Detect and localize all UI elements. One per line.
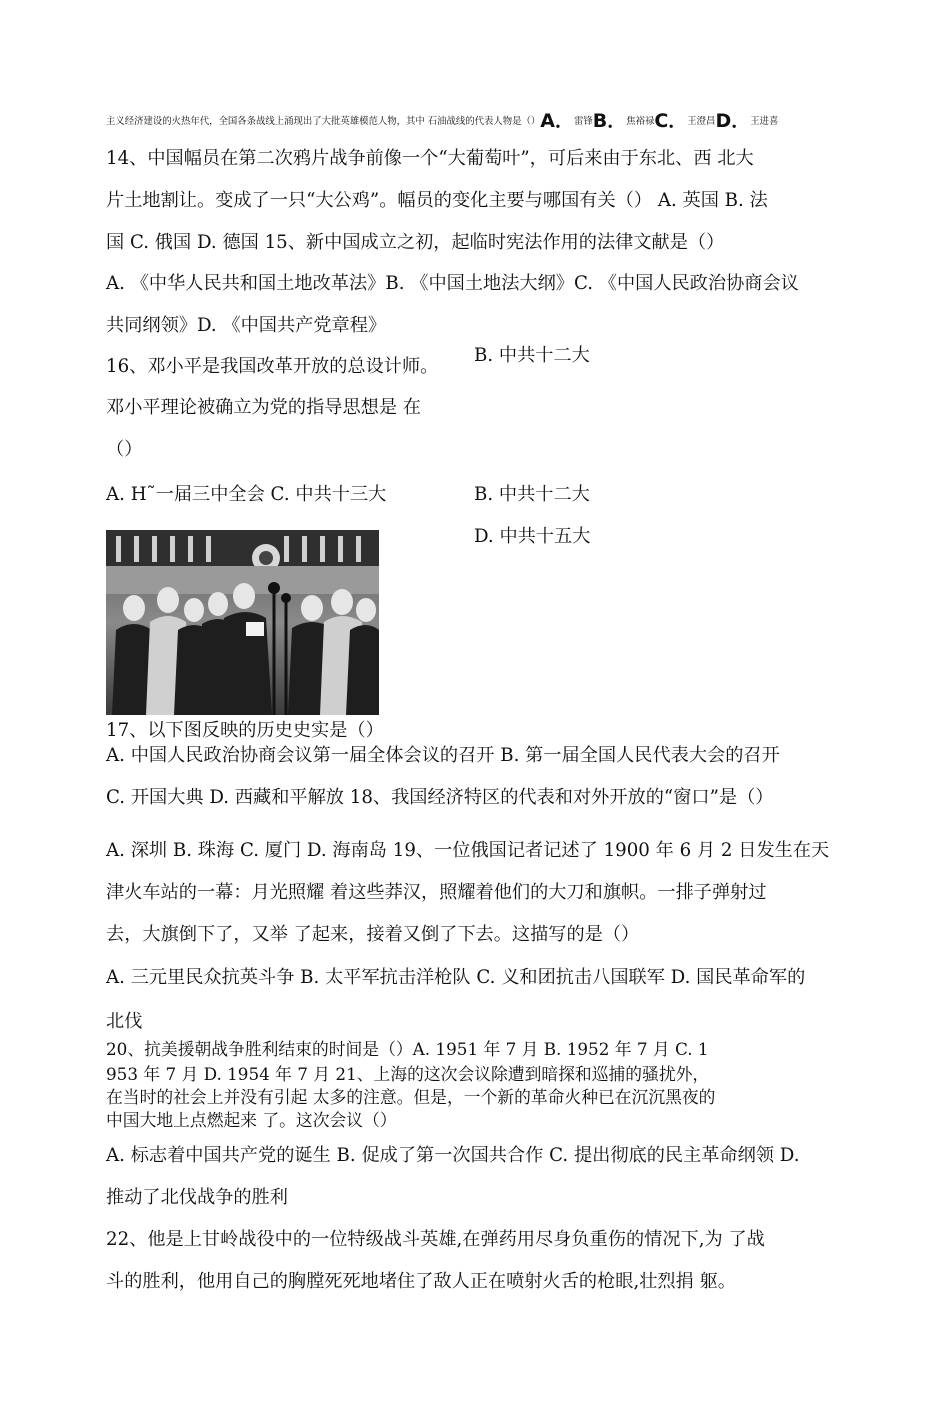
text-line: A. 三元里民众抗英斗争 B. 太平军抗击洋枪队 C. 义和团抗击八国联军 D. 国民革命军的 [106,967,806,988]
text-line: 17、以下图反映的历史史实是（） [106,720,384,741]
text-line: A. 《中华人民共和国土地改革法》B. 《中国土地法大纲》C. 《中国人民政治协商会议 [106,273,799,294]
option-c: C．王澄昌 [654,110,716,132]
text-line: C. 开国大典 D. 西藏和平解放 18、我国经济特区的代表和对外开放的“窗口”是（） [106,787,774,808]
text-line: 14、中国幅员在第二次鸦片战争前像一个“大葡萄叶”，可后来由于东北、西 北大 [106,148,754,169]
side-option: B. 中共十二大 [474,345,590,366]
option-a: A．雷锋 [540,110,593,132]
text-line: A. 中国人民政治协商会议第一届全体会议的召开 B. 第一届全国人民代表大会的召开 [106,745,780,766]
text-line: 在当时的社会上并没有引起 太多的注意。但是，一个新的革命火种已在沉沉黑夜的 [106,1087,716,1107]
text-line: （） [106,439,143,460]
text-line: A. H˜一届三中全会 C. 中共十三大 [106,484,387,505]
option-b: B．焦裕禄 [592,110,655,132]
text-line: 推动了北伐战争的胜利 [106,1187,288,1208]
text-line: 16、邓小平是我国改革开放的总设计师。 [106,356,439,377]
text-line: 邓小平理论被确立为党的指导思想是 在 [106,397,421,418]
text-line: 斗的胜利，他用自己的胸膛死死地堵住了敌人正在喷射火舌的枪眼,壮烈捐 躯。 [106,1271,736,1292]
text-line: 22、他是上甘岭战役中的一位特级战斗英雄,在弹药用尽身负重伤的情况下,为 了战 [106,1229,765,1250]
text-line: A. 标志着中国共产党的诞生 B. 促成了第一次国共合作 C. 提出彻底的民主革命纲领 D. [106,1145,800,1166]
historical-photo [106,530,379,715]
option-d: D．王进喜 [715,110,779,132]
text-line: 953 年 7 月 D. 1954 年 7 月 21、上海的这次会议除遭到暗探和巡捕的骚扰外， [106,1064,710,1084]
previous-question-tail [106,108,778,135]
text-line: A. 深圳 B. 珠海 C. 厦门 D. 海南岛 19、一位俄国记者记述了 1900 年 6 月 2 日发生在天 [106,840,830,861]
text-line: 片土地割让。变成了一只“大公鸡”。幅员的变化主要与哪国有关（） A. 英国 B. 法 [106,190,768,211]
text-line: 津火车站的一幕：月光照耀 着这些莽汉，照耀着他们的大刀和旗帜。一排子弹射过 [106,882,767,903]
side-option: B. 中共十二大 [474,484,590,505]
text-line: 去，大旗倒下了，又举 了起来，接着又倒了下去。这描写的是（） [106,924,640,945]
text-line: 北伐 [106,1011,143,1032]
text-line: 共同纲领》D. 《中国共产党章程》 [106,315,387,336]
photo-illustration [106,530,379,715]
text-line: 中国大地上点燃起来 了。这次会议（） [106,1110,397,1130]
question-intro: 主义经济建设的火热年代，全国各条战线上涌现出了大批英雄模范人物，其中 石油战线的代表人物是（） [106,116,541,127]
side-option: D. 中共十五大 [474,526,591,547]
text-line: 20、抗美援朝战争胜利结束的时间是（）A. 1951 年 7 月 B. 1952 年 7 月 C. 1 [106,1039,709,1059]
text-line: 国 C. 俄国 D. 德国 15、新中国成立之初，起临时宪法作用的法律文献是（） [106,232,725,253]
